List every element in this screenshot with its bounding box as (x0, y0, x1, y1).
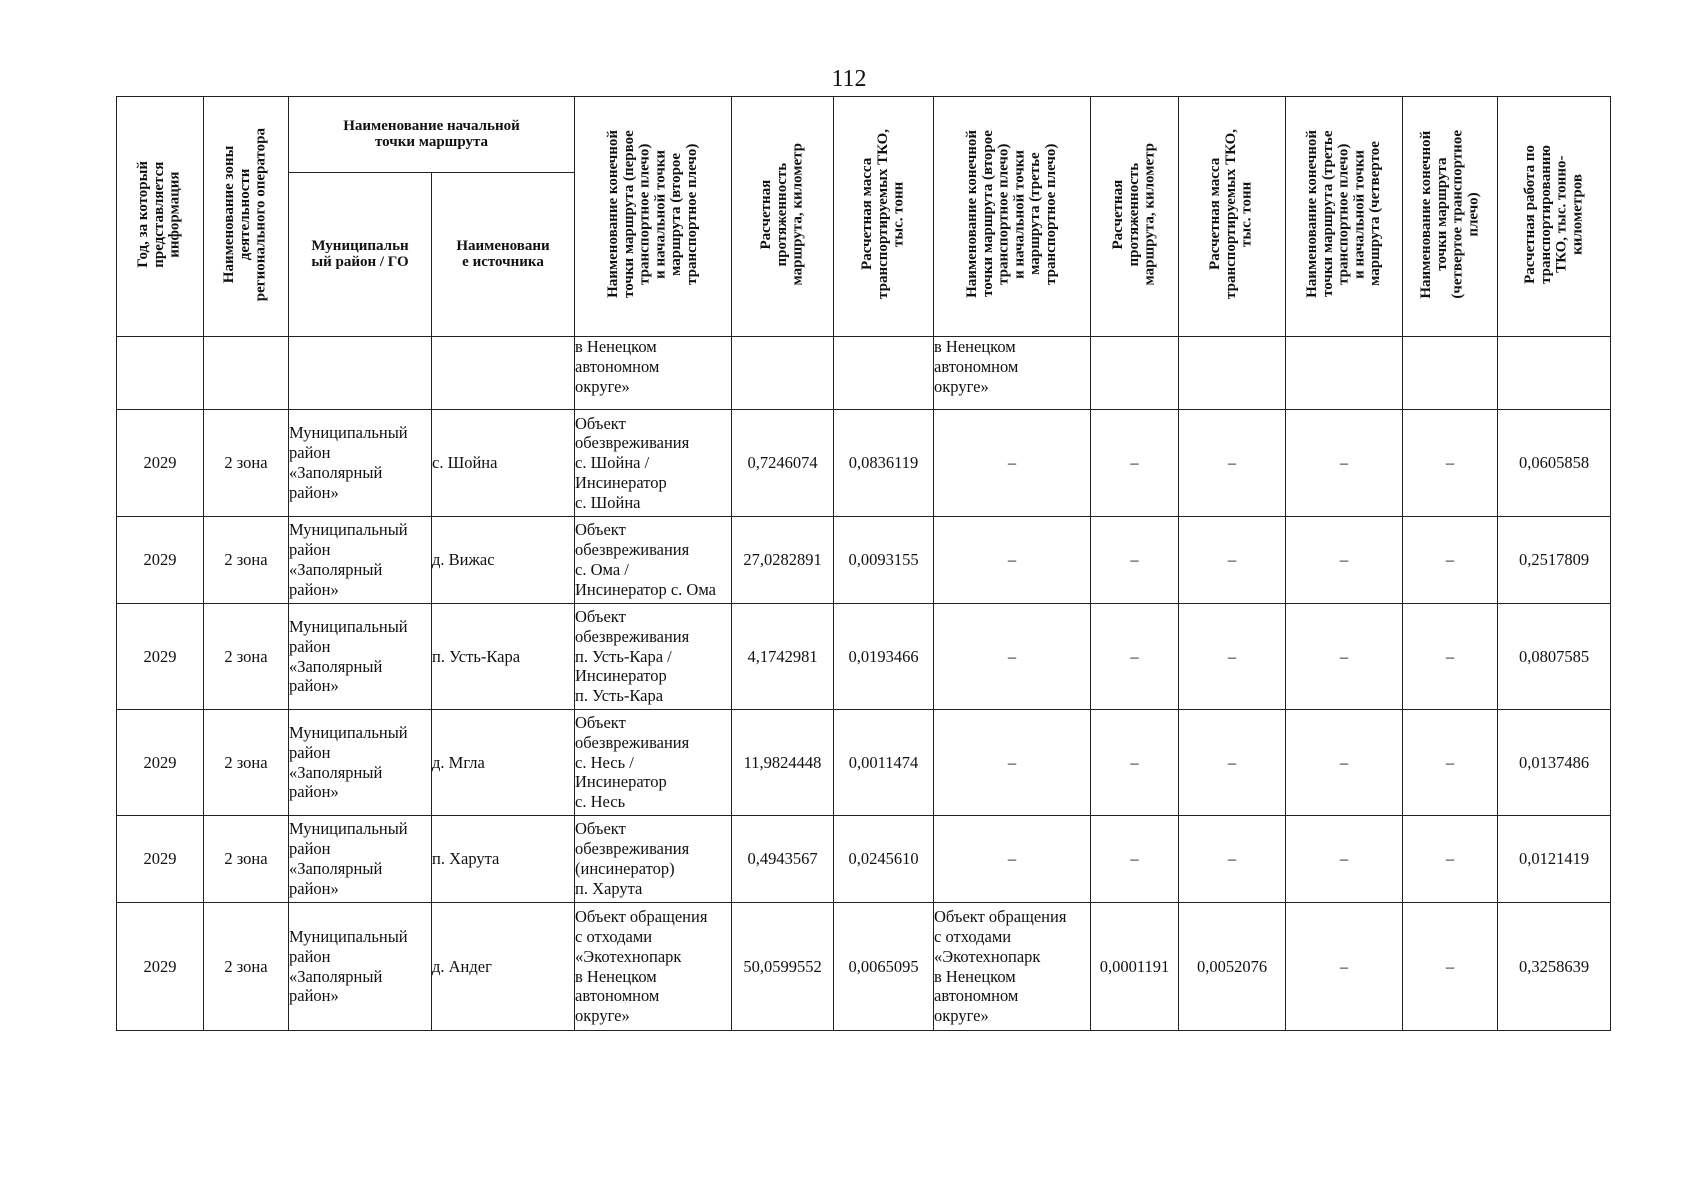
cell-length-2: – (1091, 517, 1179, 604)
cell-length-1 (732, 337, 834, 410)
cell-end-point-1: Объект обезвреживания п. Усть-Кара / Инсинератор п. Усть-Кара (575, 604, 732, 710)
header-length-2: Расчетная протяженность маршрута, километр (1091, 97, 1179, 337)
cell-zone: 2 зона (204, 604, 289, 710)
cell-end-point-3: – (1286, 816, 1403, 903)
header-end-point-1: Наименование конечной точки маршрута (первое транспортное плечо) и начальной точки маршрута (второе транспортное плечо) (575, 97, 732, 337)
cell-municipality: Муниципальный район «Заполярный район» (289, 903, 432, 1031)
cell-length-2: – (1091, 816, 1179, 903)
cell-zone: 2 зона (204, 710, 289, 816)
cell-length-2: – (1091, 410, 1179, 517)
cell-source: д. Андег (432, 903, 575, 1031)
cell-mass-1: 0,0245610 (834, 816, 934, 903)
cell-mass-1: 0,0836119 (834, 410, 934, 517)
cell-length-1: 4,1742981 (732, 604, 834, 710)
cell-zone: 2 зона (204, 517, 289, 604)
cell-mass-1: 0,0065095 (834, 903, 934, 1031)
cell-end-point-2: – (934, 816, 1091, 903)
cell-mass-2: – (1179, 816, 1286, 903)
cell-zone (204, 337, 289, 410)
cell-municipality: Муниципальный район «Заполярный район» (289, 410, 432, 517)
cell-mass-1: 0,0093155 (834, 517, 934, 604)
cell-work: 0,0605858 (1498, 410, 1611, 517)
header-row-1 (117, 97, 1611, 173)
cell-source: с. Шойна (432, 410, 575, 517)
cell-length-1: 27,0282891 (732, 517, 834, 604)
header-end-point-2: Наименование конечной точки маршрута (второе транспортное плечо) и начальной точки маршрута (третье транспортное плечо) (934, 97, 1091, 337)
cell-year: 2029 (117, 517, 204, 604)
cell-mass-2: – (1179, 410, 1286, 517)
table-row (117, 410, 1611, 517)
header-mass-2: Расчетная масса транспортируемых ТКО, тыс. тонн (1179, 97, 1286, 337)
cell-mass-1 (834, 337, 934, 410)
cell-work: 0,2517809 (1498, 517, 1611, 604)
cell-end-point-3: – (1286, 410, 1403, 517)
cell-end-point-3 (1286, 337, 1403, 410)
cell-end-point-1: Объект обезвреживания с. Ома / Инсинератор с. Ома (575, 517, 732, 604)
cell-year: 2029 (117, 710, 204, 816)
table-row (117, 710, 1611, 816)
cell-year (117, 337, 204, 410)
cell-end-point-2: – (934, 410, 1091, 517)
cell-end-point-1: Объект обезвреживания (инсинератор) п. Харута (575, 816, 732, 903)
cell-length-2: – (1091, 604, 1179, 710)
header-end-point-4: Наименование конечной точки маршрута (четвертое транспортное плечо) (1403, 97, 1498, 337)
cell-end-point-4: – (1403, 903, 1498, 1031)
header-year: Год, за который представляется информация (117, 97, 204, 337)
cell-length-1: 11,9824448 (732, 710, 834, 816)
cell-end-point-2: в Ненецком автономном округе» (934, 337, 1091, 410)
cell-length-1: 50,0599552 (732, 903, 834, 1031)
cell-end-point-3: – (1286, 710, 1403, 816)
cell-end-point-4: – (1403, 710, 1498, 816)
cell-length-1: 0,4943567 (732, 816, 834, 903)
cell-mass-1: 0,0011474 (834, 710, 934, 816)
cell-end-point-4: – (1403, 410, 1498, 517)
cell-source: д. Мгла (432, 710, 575, 816)
cell-end-point-1: Объект обезвреживания с. Несь / Инсинератор с. Несь (575, 710, 732, 816)
cell-length-1: 0,7246074 (732, 410, 834, 517)
cell-municipality: Муниципальный район «Заполярный район» (289, 710, 432, 816)
cell-source (432, 337, 575, 410)
cell-end-point-1: Объект обращения с отходами «Экотехнопарк в Ненецком автономном округе» (575, 903, 732, 1031)
header-municipality: Муниципальн ый район / ГО (289, 173, 432, 337)
table-row (117, 517, 1611, 604)
cell-end-point-3: – (1286, 517, 1403, 604)
cell-zone: 2 зона (204, 816, 289, 903)
cell-end-point-4: – (1403, 604, 1498, 710)
cell-end-point-2: – (934, 517, 1091, 604)
page-number: 112 (831, 66, 867, 92)
header-source: Наименовани е источника (432, 173, 575, 337)
cell-length-2: – (1091, 710, 1179, 816)
table-row (117, 337, 1611, 410)
cell-zone: 2 зона (204, 410, 289, 517)
cell-end-point-4: – (1403, 816, 1498, 903)
cell-end-point-4 (1403, 337, 1498, 410)
cell-year: 2029 (117, 903, 204, 1031)
cell-end-point-2: Объект обращения с отходами «Экотехнопарк в Ненецком автономном округе» (934, 903, 1091, 1031)
table-row (117, 816, 1611, 903)
cell-source: п. Усть-Кара (432, 604, 575, 710)
cell-length-2 (1091, 337, 1179, 410)
header-zone: Наименование зоны деятельности регионального оператора (204, 97, 289, 337)
cell-end-point-1: Объект обезвреживания с. Шойна / Инсинератор с. Шойна (575, 410, 732, 517)
cell-municipality: Муниципальный район «Заполярный район» (289, 604, 432, 710)
header-start-point: Наименование начальной точки маршрута (289, 97, 575, 173)
cell-municipality (289, 337, 432, 410)
cell-mass-2 (1179, 337, 1286, 410)
cell-work: 0,3258639 (1498, 903, 1611, 1031)
cell-length-2: 0,0001191 (1091, 903, 1179, 1031)
cell-municipality: Муниципальный район «Заполярный район» (289, 517, 432, 604)
cell-end-point-4: – (1403, 517, 1498, 604)
cell-work: 0,0137486 (1498, 710, 1611, 816)
cell-zone: 2 зона (204, 903, 289, 1031)
routes-table (116, 96, 1611, 1031)
cell-year: 2029 (117, 604, 204, 710)
cell-source: д. Вижас (432, 517, 575, 604)
cell-work (1498, 337, 1611, 410)
cell-end-point-2: – (934, 710, 1091, 816)
cell-end-point-3: – (1286, 604, 1403, 710)
cell-work: 0,0121419 (1498, 816, 1611, 903)
cell-municipality: Муниципальный район «Заполярный район» (289, 816, 432, 903)
table-row (117, 604, 1611, 710)
header-mass-1: Расчетная масса транспортируемых ТКО, тыс. тонн (834, 97, 934, 337)
cell-work: 0,0807585 (1498, 604, 1611, 710)
header-end-point-3: Наименование конечной точки маршрута (третье транспортное плечо) и начальной точки маршрута (четвертое (1286, 97, 1403, 337)
cell-mass-1: 0,0193466 (834, 604, 934, 710)
cell-end-point-3: – (1286, 903, 1403, 1031)
cell-mass-2: – (1179, 710, 1286, 816)
header-work: Расчетная работа по транспортированию ТКО, тыс. тонно- километров (1498, 97, 1611, 337)
cell-year: 2029 (117, 816, 204, 903)
cell-end-point-2: – (934, 604, 1091, 710)
cell-end-point-1: в Ненецком автономном округе» (575, 337, 732, 410)
cell-mass-2: 0,0052076 (1179, 903, 1286, 1031)
cell-mass-2: – (1179, 604, 1286, 710)
cell-year: 2029 (117, 410, 204, 517)
cell-source: п. Харута (432, 816, 575, 903)
cell-mass-2: – (1179, 517, 1286, 604)
table-row (117, 903, 1611, 1031)
header-length-1: Расчетная протяженность маршрута, километр (732, 97, 834, 337)
